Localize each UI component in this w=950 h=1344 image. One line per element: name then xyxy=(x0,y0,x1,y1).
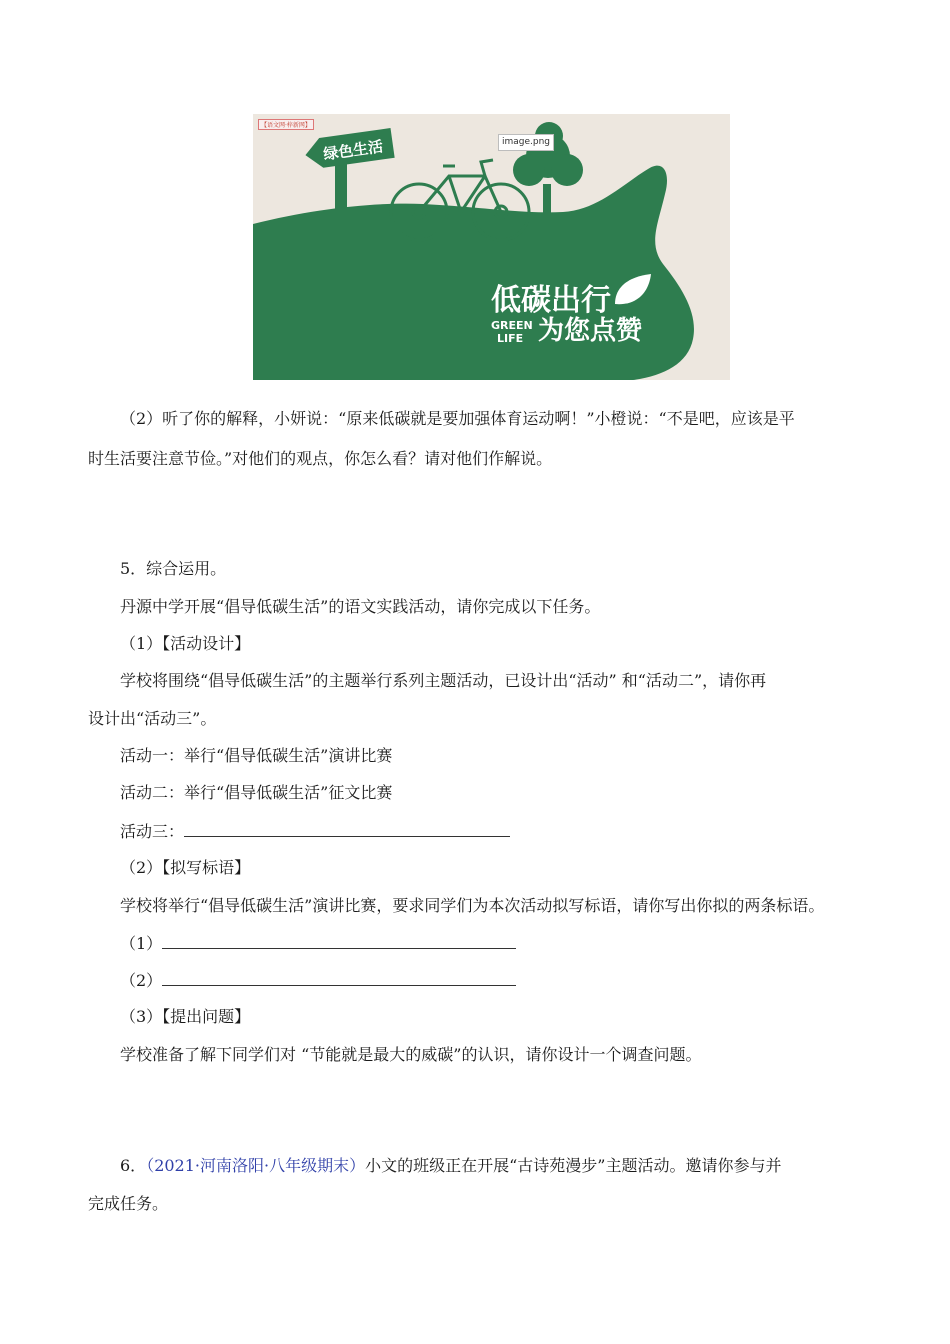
image-caption: image.png xyxy=(498,134,554,151)
q5-slogan2-label: （2） xyxy=(120,971,163,990)
q5-sub3-label: （3）【提出问题】 xyxy=(120,1007,251,1026)
q5-slogan2-row xyxy=(120,969,516,992)
q5-sub2-label: （2）【拟写标语】 xyxy=(120,858,251,877)
q6-number: 6． xyxy=(120,1156,147,1175)
slogan1-answer-blank[interactable] xyxy=(162,932,516,949)
green-hand-shape xyxy=(253,166,694,380)
q5-sub1-text-line1: 学校将围绕“倡导低碳生活”的主题举行系列主题活动，已设计出“活动” 和“活动二”，请你再 xyxy=(120,671,767,690)
slogan-line2: 为您点赞 xyxy=(538,316,643,346)
q5-activity3-row xyxy=(120,820,510,843)
q6-text-line1: 小文的班级正在开展“古诗苑漫步”主题活动。邀请你参与并 xyxy=(365,1156,782,1175)
q5-intro: 丹源中学开展“倡导低碳生活”的语文实践活动，请你完成以下任务。 xyxy=(120,597,601,616)
watermark-stamp: 【语文网·梓新网】 xyxy=(258,119,314,130)
q5-slogan1-label: （1） xyxy=(120,934,163,953)
q5-sub3-text: 学校准备了解下同学们对 “节能就是最大的威碳”的认识，请你设计一个调查问题。 xyxy=(120,1045,702,1064)
slogan-green: GREEN xyxy=(491,319,533,332)
slogan-line1: 低碳出行 xyxy=(491,283,611,318)
q5-sub2-text: 学校将举行“倡导低碳生活”演讲比赛，要求同学们为本次活动拟写标语，请你写出你拟的两条标语。 xyxy=(120,896,825,915)
q6-source-link[interactable]: （2021·河南洛阳·八年级期末） xyxy=(146,1156,366,1175)
sign-text: 绿色生活 xyxy=(322,137,385,164)
q5-sub1-text-line2: 设计出“活动三”。 xyxy=(88,709,217,728)
activity3-answer-blank[interactable] xyxy=(184,820,510,837)
q5-sub1-label: （1）【活动设计】 xyxy=(120,634,251,653)
low-carbon-illustration xyxy=(253,114,730,380)
slogan2-answer-blank[interactable] xyxy=(162,969,516,986)
slogan-life: LIFE xyxy=(497,332,524,345)
q5-activity1: 活动一：举行“倡导低碳生活”演讲比赛 xyxy=(120,746,393,765)
q5-activity2: 活动二：举行“倡导低碳生活”征文比赛 xyxy=(120,783,393,802)
q6-line1 xyxy=(120,1155,781,1177)
q4-part2-line2: 时生活要注意节俭。”对他们的观点，你怎么看？请对他们作解说。 xyxy=(88,449,553,468)
illustration-graphic xyxy=(253,114,730,380)
q5-title: 5．综合运用。 xyxy=(120,559,227,578)
q5-slogan1-row xyxy=(120,932,516,955)
q6-text-line2: 完成任务。 xyxy=(88,1194,169,1213)
q4-part2-line1: （2）听了你的解释，小妍说：“原来低碳就是要加强体育运动啊！”小橙说：“不是吧，应该是平 xyxy=(120,409,795,428)
q5-activity3-label: 活动三： xyxy=(120,822,185,841)
